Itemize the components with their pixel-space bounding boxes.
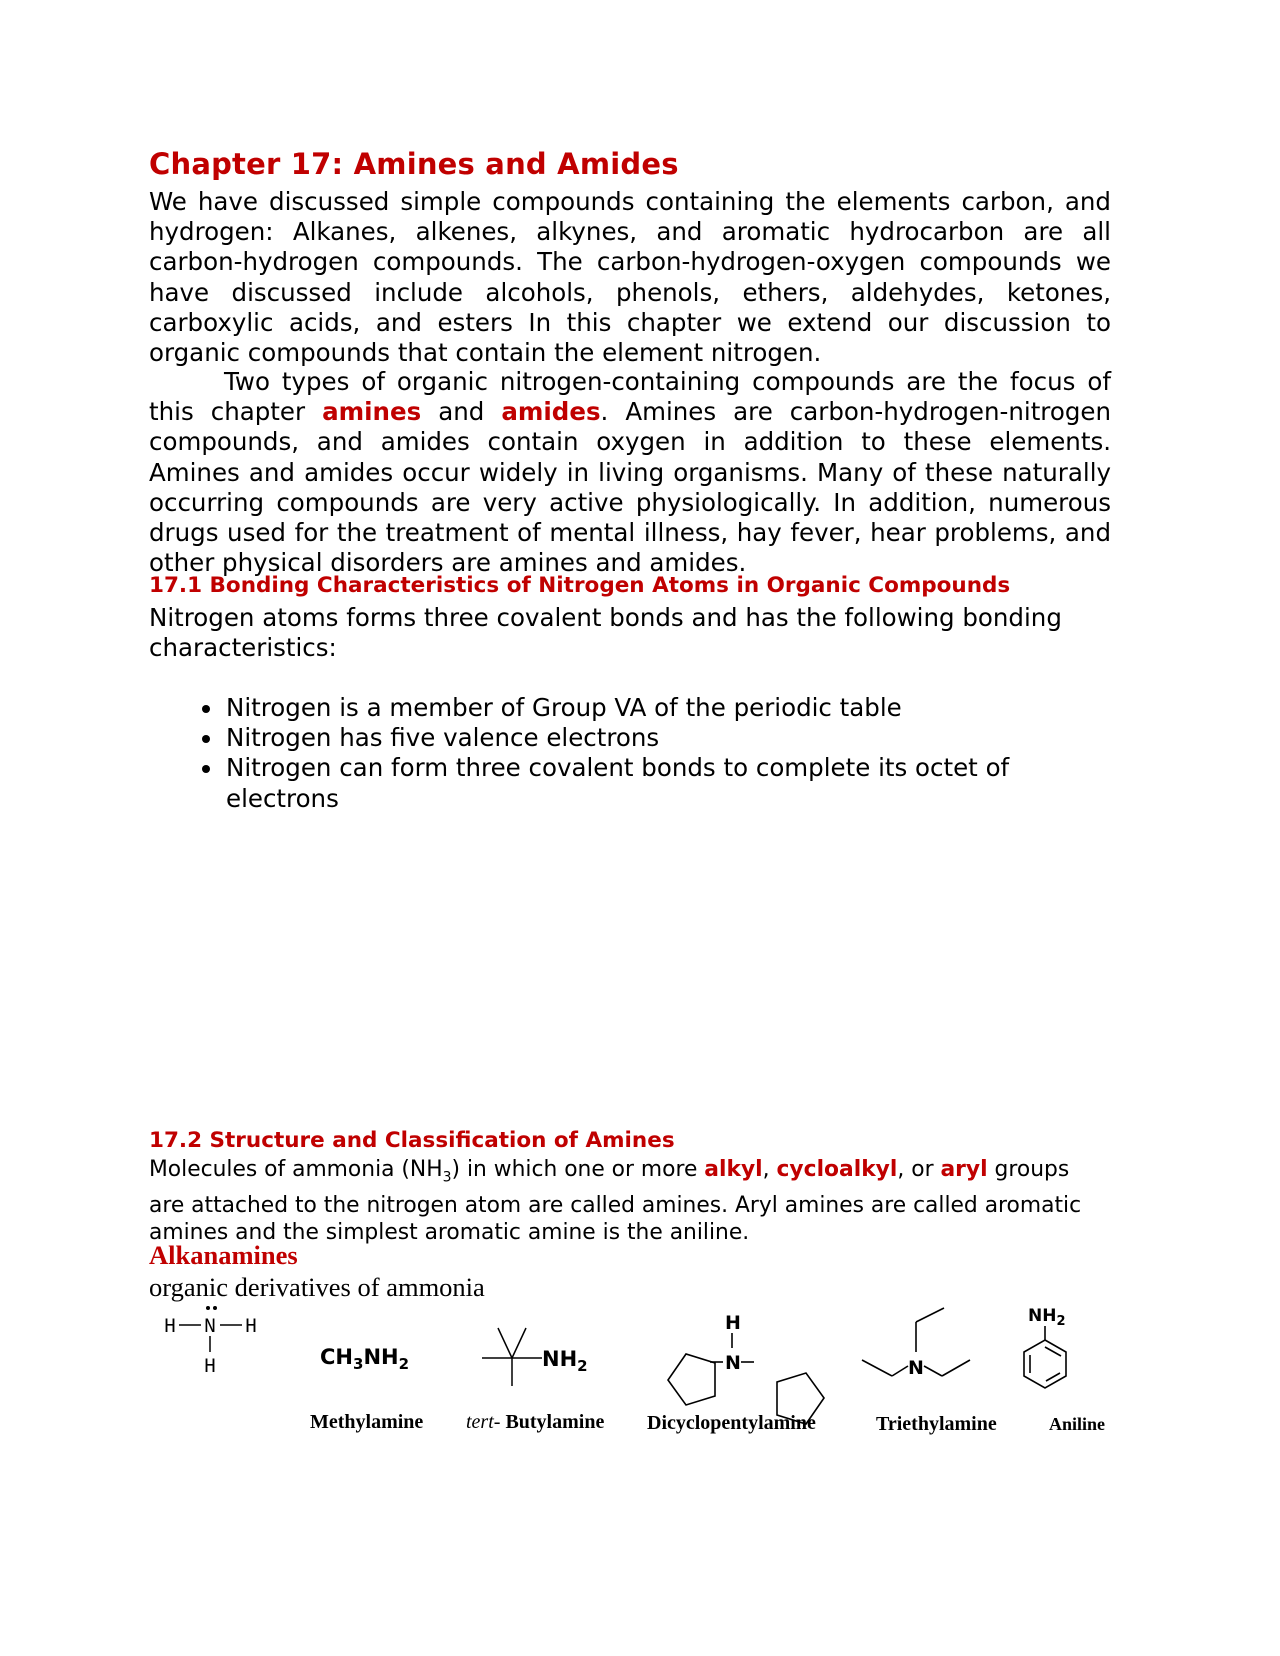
term-amides: amides [501,397,601,427]
p2-text-a: Two types of organic nitrogen-containing compounds are the focus of this chapter [149,367,1111,427]
s172-comma: , [762,1157,777,1182]
s172-text-b: ) in which one or more [451,1157,705,1182]
intro-paragraph-1: We have discussed simple compounds containing the elements carbon, and hydrogen: Alkanes, alkenes, alkynes, and aromatic hydrocarbon are all carbon-hydrogen compounds. The carbon-hydrogen-oxygen compounds we have discussed include alcohols, phenols, ethers, aldehydes, ketones, carboxylic acids, and esters In this chapter we extend our discussion to organic compounds that contain the element nitrogen. [149,187,1111,368]
chapter-title: Chapter 17: Amines and Amides [149,147,679,181]
aniline-nh2: $NH_2$ [1028,1306,1066,1329]
dicyclopentylamine-structure [668,1333,824,1424]
label-triethylamine: Triethylamine [876,1413,997,1435]
ammonia-h-right: H [245,1316,258,1339]
p2-text-b: . Amines are carbon-hydrogen-nitrogen compounds, and amides contain oxygen in addition to these elements. Amines and amides occur widely in living organisms. Many of these naturally occurring compounds are very active physiologically. In addition, numerous drugs used for the treatment of mental illness, hay fever, hear problems, and other physical disorders are amines and amides. [149,397,1111,578]
bond [498,1328,512,1358]
bonding-bullet-list [188,693,1084,814]
list-item: • Nitrogen can form three covalent bonds to complete its octet of electrons [224,753,1084,813]
alkanamines-heading: Alkanamines [149,1240,298,1270]
dicyclo-n: N [725,1352,741,1374]
term-amines: amines [322,397,422,427]
amine-structures-figure [150,1300,1140,1435]
tert-butylamine-structure [482,1328,542,1386]
list-item: • Nitrogen has five valence electrons [224,723,1084,753]
label-aniline: Aniline [1049,1414,1106,1434]
term-alkyl: alkyl [704,1157,763,1182]
intro-paragraph-2 [149,367,1111,578]
list-item: • Nitrogen is a member of Group VA of the periodic table [224,693,1084,723]
bond [916,1308,944,1322]
s172-or: , or [897,1157,941,1182]
label-dicyclopentylamine: Dicyclopentylamine [647,1412,816,1434]
section-17-2-body [149,1156,1109,1247]
lone-pair-dot [206,1306,210,1310]
alkanamines-subtitle: organic derivatives of ammonia [149,1272,485,1302]
ammonia-h-bottom: H [204,1356,217,1379]
label-methylamine: Methylamine [310,1411,424,1433]
section-17-2-heading-text: 17.2 Structure and Classification of Amines [149,1128,675,1153]
aniline-structure [1024,1326,1066,1388]
s172-sub-3: 3 [442,1169,452,1186]
ammonia-h-left: H [164,1316,177,1339]
section-17-1-heading: 17.1 Bonding Characteristics of Nitrogen Atoms in Organic Compounds [149,573,1011,598]
s172-text-a: Molecules of ammonia (NH [149,1157,443,1182]
bond [512,1328,526,1358]
bond [924,1366,942,1376]
triethyl-n: N [908,1357,924,1379]
section-17-1-body: Nitrogen atoms forms three covalent bonds and has the following bonding characteristics: [149,603,1062,663]
label-tert-butylamine: tert- Butylamine [466,1411,605,1433]
section-17-2-heading [149,1128,675,1153]
dicyclo-h: H [725,1312,741,1334]
bond [862,1360,892,1376]
s172-text-c: groups are attached to the nitrogen atom are called amines. Aryl amines are called aromatic amines and the simplest aromatic amine is the aniline. [149,1157,1082,1246]
term-cycloalkyl: cycloalkyl [776,1157,898,1182]
term-aryl: aryl [940,1157,988,1182]
bond [942,1360,970,1376]
methylamine-formula: $CH_3NH_2$ [320,1345,410,1373]
lone-pair-dot [213,1306,217,1310]
cyclopentane-ring [668,1354,715,1405]
ammonia-structure [164,1306,257,1379]
tert-butylamine-nh2: $NH_2$ [542,1347,588,1375]
p2-and: and [421,397,502,427]
bond [892,1366,908,1376]
ammonia-n: N [204,1316,217,1339]
